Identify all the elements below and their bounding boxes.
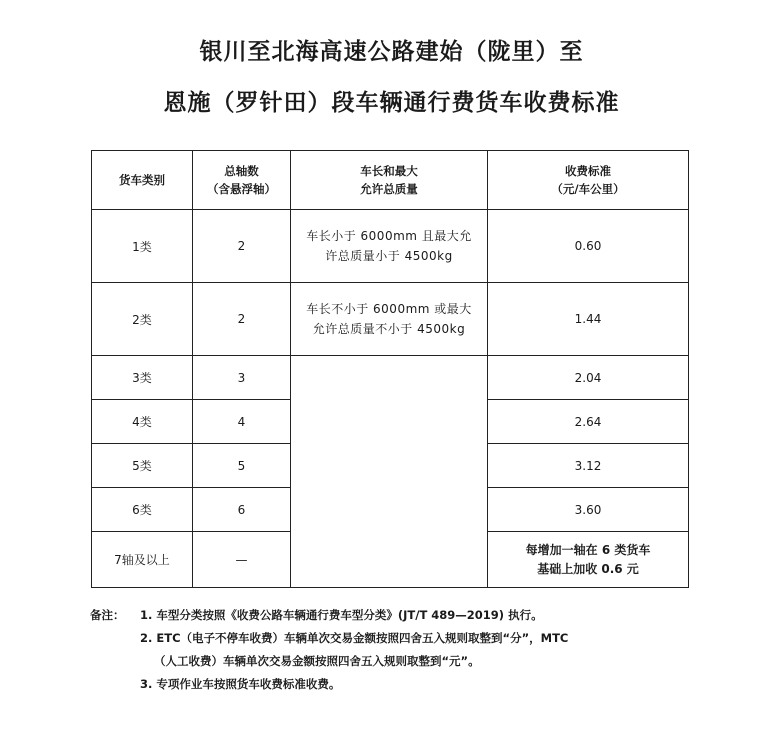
note-2-line-1: 2. ETC（电子不停车收费）车辆单次交易金额按照四舍五入规则取整到“分”，MTC [140,631,569,645]
header-fee-line-1: 收费标准 [565,164,611,178]
limits-cell [291,210,488,283]
limits-cell [291,283,488,356]
note-1 [90,604,700,627]
header-fee [488,151,689,210]
note-3: 3. 专项作业车按照货车收费标准收费。 [140,677,341,691]
note-2-line-2: （人工收费）车辆单次交易金额按照四舍五入规则取整到“元”。 [154,654,480,668]
table-row [92,283,689,356]
header-limits-line-2: 允许总质量 [360,182,418,196]
table-row [92,356,689,400]
header-axles-line-1: 总轴数 [224,164,259,178]
axles-cell: 5 [193,444,291,488]
fee-cell: 0.60 [488,210,689,283]
category-cell: 1类 [92,210,193,283]
fee-cell: 3.60 [488,488,689,532]
header-axles-line-2: （含悬浮轴） [207,182,276,196]
limits-line-2: 允许总质量不小于 4500kg [312,322,466,336]
fee-line-2: 基础上加收 0.6 元 [537,561,639,576]
limits-line-2: 许总质量小于 4500kg [325,249,453,263]
document-title-line-2: 恩施（罗针田）段车辆通行费货车收费标准 [163,90,620,116]
header-axles [193,151,291,210]
category-cell: 6类 [92,488,193,532]
notes-prefix: 备注： [90,608,125,622]
axles-cell: 2 [193,283,291,356]
axles-cell: 2 [193,210,291,283]
limits-line-1: 车长小于 6000mm 且最大允 [306,229,472,243]
fee-line-1: 每增加一轴在 6 类货车 [525,542,651,557]
axles-cell: — [193,532,291,588]
header-limits [291,151,488,210]
fee-cell [488,532,689,588]
limits-cell-empty [291,356,488,588]
limits-line-1: 车长不小于 6000mm 或最大 [306,302,472,316]
fee-cell: 2.64 [488,400,689,444]
category-cell: 3类 [92,356,193,400]
notes-section [90,604,700,696]
toll-fee-table [91,150,689,588]
fee-cell: 3.12 [488,444,689,488]
note-1-text: 1. 车型分类按照《收费公路车辆通行费车型分类》(JT/T 489—2019) 执行。 [140,608,543,622]
header-category [92,151,193,210]
axles-cell: 4 [193,400,291,444]
axles-cell: 3 [193,356,291,400]
category-cell: 2类 [92,283,193,356]
table-row [92,210,689,283]
category-cell: 4类 [92,400,193,444]
category-cell: 5类 [92,444,193,488]
header-limits-line-1: 车长和最大 [360,164,418,178]
category-cell: 7轴及以上 [92,532,193,588]
document-title-line-1: 银川至北海高速公路建始（陇里）至 [199,39,584,65]
fee-cell: 1.44 [488,283,689,356]
header-category-label: 货车类别 [119,173,165,187]
fee-cell: 2.04 [488,356,689,400]
axles-cell: 6 [193,488,291,532]
table-header-row [92,151,689,210]
header-fee-line-2: （元/车公里） [551,182,625,196]
